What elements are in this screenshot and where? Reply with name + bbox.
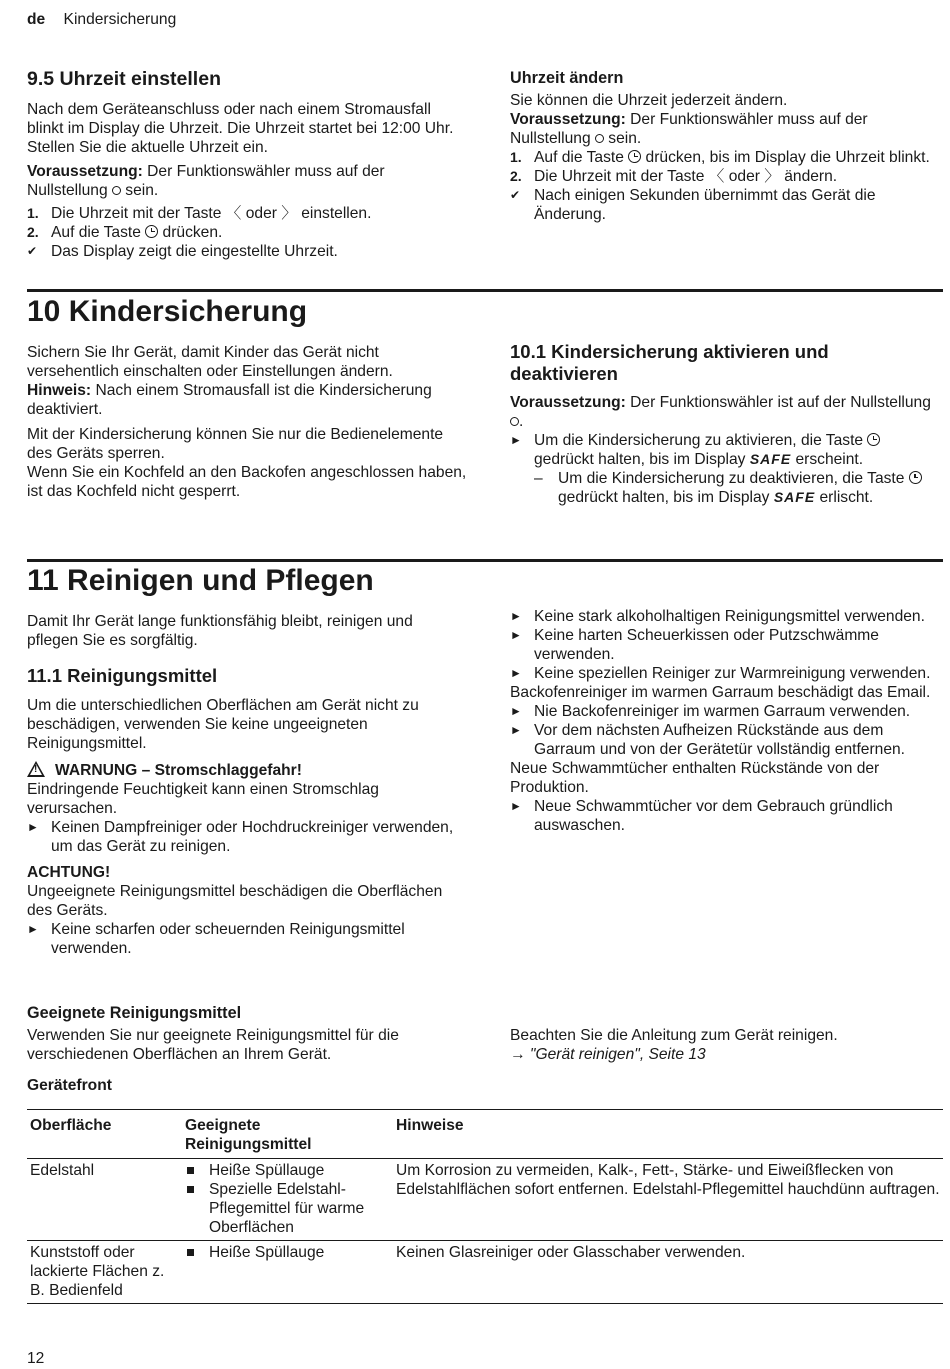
header-lang: de: [27, 11, 46, 28]
bullet-item: ► Keine speziellen Reiniger zur Warmreinigung verwenden.: [510, 665, 931, 682]
chapter-11-intro: Damit Ihr Gerät lange funktionsfähig bleibt, reinigen und pflegen Sie es sorgfältig.: [27, 613, 413, 649]
note-cell: Keinen Glasreiniger oder Glasschaber verwenden.: [396, 1244, 746, 1261]
clock-icon: [628, 150, 641, 163]
bullet-arrow-icon: ►: [510, 433, 522, 447]
section-10-1-title: 10.1 Kindersicherung aktivieren und deaktivieren: [510, 341, 829, 384]
section-10-1: [510, 341, 940, 507]
cross-reference-link[interactable]: → "Gerät reinigen", Seite 13: [510, 1046, 706, 1063]
column-header: Oberfläche: [30, 1117, 112, 1134]
attention-text: Ungeeignete Reinigungsmittel beschädigen die Oberflächen des Geräts.: [27, 883, 443, 919]
column-header: Hinweise: [396, 1117, 464, 1134]
section-10-1-precondition: Voraussetzung: Der Funktionswähler ist auf der Nullstellung .: [510, 394, 931, 430]
checkmark-icon: ✔: [27, 244, 38, 258]
deactivate-step: – Um die Kindersicherung zu deaktivieren, die Taste gedrückt halten, bis im Display SAFE erlischt.: [510, 469, 940, 507]
arrow-right-icon: 〉: [281, 205, 297, 222]
bullet-item: ► Keine stark alkoholhaltigen Reinigungsmittel verwenden.: [510, 608, 925, 625]
bullet-arrow-icon: ►: [510, 723, 522, 737]
section-9-5-precondition: Voraussetzung: Der Funktionswähler muss auf der Nullstellung sein.: [27, 163, 385, 199]
bullet-arrow-icon: ►: [510, 628, 522, 642]
agent-item: Spezielle Edelstahl-Pflegemittel für warme Oberflächen: [185, 1180, 390, 1237]
agents-cell: [182, 1159, 393, 1241]
cleaning-table: [27, 1109, 943, 1304]
section-11-1-title: 11.1 Reinigungsmittel: [27, 665, 218, 686]
cleaning-reference: Beachten Sie die Anleitung zum Gerät reinigen.: [510, 1027, 838, 1044]
warning-bullet: ► Keinen Dampfreiniger oder Hochdruckreiniger verwenden, um das Gerät zu reinigen.: [27, 819, 454, 855]
section-divider: [27, 289, 943, 292]
section-11: [27, 563, 467, 958]
chapter-10-note: Hinweis: Nach einem Stromausfall ist die Kindersicherung deaktiviert.: [27, 382, 432, 418]
section-divider: [27, 559, 943, 562]
checkmark-icon: ✔: [510, 188, 521, 202]
bullet-arrow-icon: ►: [510, 666, 522, 680]
front-subheading: Gerätefront: [27, 1077, 112, 1094]
step-1: 1. Die Uhrzeit mit der Taste 〈 oder 〉 einstellen.: [27, 205, 372, 222]
zero-position-icon: [112, 186, 121, 195]
bullet-item: ► Vor dem nächsten Aufheizen Rückstände aus dem Garraum und von der Gerätetür vollständig entfernen.: [510, 722, 905, 758]
change-time-precondition: Voraussetzung: Der Funktionswähler muss auf der Nullstellung sein.: [510, 111, 868, 147]
table-row: [27, 1159, 943, 1241]
warning-text: Eindringende Feuchtigkeit kann einen Stromschlag verursachen.: [27, 781, 379, 817]
safe-display-label: SAFE: [773, 489, 816, 505]
column-header: Geeignete Reinigungsmittel: [185, 1117, 312, 1153]
chapter-10-intro: Sichern Sie Ihr Gerät, damit Kinder das Gerät nicht versehentlich einschalten oder Einstellungen ändern.: [27, 344, 393, 380]
agents-cell: [182, 1241, 393, 1304]
clock-icon: [867, 433, 880, 446]
suitable-agents: [27, 1003, 467, 1096]
section-change-time: [510, 68, 940, 224]
result-item: ✔ Nach einigen Sekunden übernimmt das Gerät die Änderung.: [510, 187, 876, 223]
dash-icon: –: [534, 470, 543, 487]
safe-display-label: SAFE: [749, 451, 792, 467]
section-9-5-title: 9.5 Uhrzeit einstellen: [27, 68, 221, 90]
page-number: 12: [27, 1350, 45, 1367]
arrow-left-icon: 〈: [225, 205, 242, 222]
step-2: 2. Auf die Taste drücken.: [27, 224, 223, 241]
bullet-item: ► Keine harten Scheuerkissen oder Putzschwämme verwenden.: [510, 627, 879, 663]
change-time-title: Uhrzeit ändern: [510, 69, 624, 87]
suitable-agents-title: Geeignete Reinigungsmittel: [27, 1004, 242, 1022]
chapter-10-p3: Wenn Sie ein Kochfeld an den Backofen angeschlossen haben, ist das Kochfeld nicht gesperrt.: [27, 464, 467, 500]
bullet-arrow-icon: ►: [27, 922, 39, 936]
bullet-arrow-icon: ►: [510, 704, 522, 718]
suitable-agents-text: Verwenden Sie nur geeignete Reinigungsmittel für die verschiedenen Oberflächen an Ihrem Gerät.: [27, 1027, 399, 1063]
section-9-5: [27, 68, 467, 261]
arrow-left-icon: 〈: [708, 168, 725, 185]
zero-position-icon: [510, 417, 519, 426]
suitable-agents-right: [510, 1026, 940, 1064]
section-10: [27, 294, 467, 501]
zero-position-icon: [595, 134, 604, 143]
step-1: 1. Auf die Taste drücken, bis im Display die Uhrzeit blinkt.: [510, 149, 930, 166]
attention-bullet: ► Keine scharfen oder scheuernden Reinigungsmittel verwenden.: [27, 921, 405, 957]
surface-cell: Edelstahl: [30, 1162, 95, 1179]
sponge-note: Neue Schwammtücher enthalten Rückstände von der Produktion.: [510, 760, 880, 796]
clock-icon: [145, 225, 158, 238]
note-cell: Um Korrosion zu vermeiden, Kalk-, Fett-, Stärke- und Eiweißflecken von Edelstahlflächen sofort entfernen. Edelstahl-Pflegemittel hauchdünn auftragen.: [396, 1162, 940, 1198]
bullet-item: ► Neue Schwammtücher vor dem Gebrauch gründlich auswaschen.: [510, 798, 893, 834]
result-item: ✔ Das Display zeigt die eingestellte Uhrzeit.: [27, 243, 338, 260]
section-11-1-intro: Um die unterschiedlichen Oberflächen am Gerät nicht zu beschädigen, verwenden Sie keine ungeeigneten Reinigungsmittel.: [27, 697, 419, 752]
chapter-10-p2: Mit der Kindersicherung können Sie nur die Bedienelemente des Geräts sperren.: [27, 426, 444, 462]
surface-cell: Kunststoff oder lackierte Flächen z. B. Bedienfeld: [30, 1244, 165, 1299]
running-header: [27, 10, 176, 29]
agent-item: Heiße Spüllauge: [185, 1161, 390, 1180]
chapter-11-title: 11 Reinigen und Pflegen: [27, 564, 374, 597]
attention-title: ACHTUNG!: [27, 864, 111, 881]
activate-step: ► Um die Kindersicherung zu aktivieren, die Taste gedrückt halten, bis im Display SAFE erscheint.: [510, 431, 940, 469]
bullet-arrow-icon: ►: [510, 799, 522, 813]
agent-item: Heiße Spüllauge: [185, 1243, 390, 1262]
warning-triangle-icon: [27, 761, 45, 777]
bullet-arrow-icon: ►: [27, 820, 39, 834]
bullet-item: ► Nie Backofenreiniger im warmen Garraum verwenden.: [510, 703, 911, 720]
chapter-10-title: 10 Kindersicherung: [27, 295, 308, 328]
section-9-5-intro: Nach dem Geräteanschluss oder nach einem Stromausfall blinkt im Display die Uhrzeit. Die Uhrzeit startet bei 12:00 Uhr. Stellen Sie die aktuelle Uhrzeit ein.: [27, 101, 454, 156]
change-time-intro: Sie können die Uhrzeit jederzeit ändern.: [510, 92, 788, 109]
table-header-row: [27, 1110, 943, 1159]
section-11-1-right: [510, 607, 942, 835]
arrow-right-icon: 〉: [764, 168, 780, 185]
email-note: Backofenreiniger im warmen Garraum beschädigt das Email.: [510, 684, 931, 701]
table-row: [27, 1241, 943, 1304]
bullet-arrow-icon: ►: [510, 609, 522, 623]
header-title: Kindersicherung: [63, 11, 177, 28]
clock-icon: [909, 471, 922, 484]
warning-title: !WARNUNG – Stromschlaggefahr!: [27, 761, 467, 780]
step-2: 2. Die Uhrzeit mit der Taste 〈 oder 〉 ändern.: [510, 168, 838, 185]
